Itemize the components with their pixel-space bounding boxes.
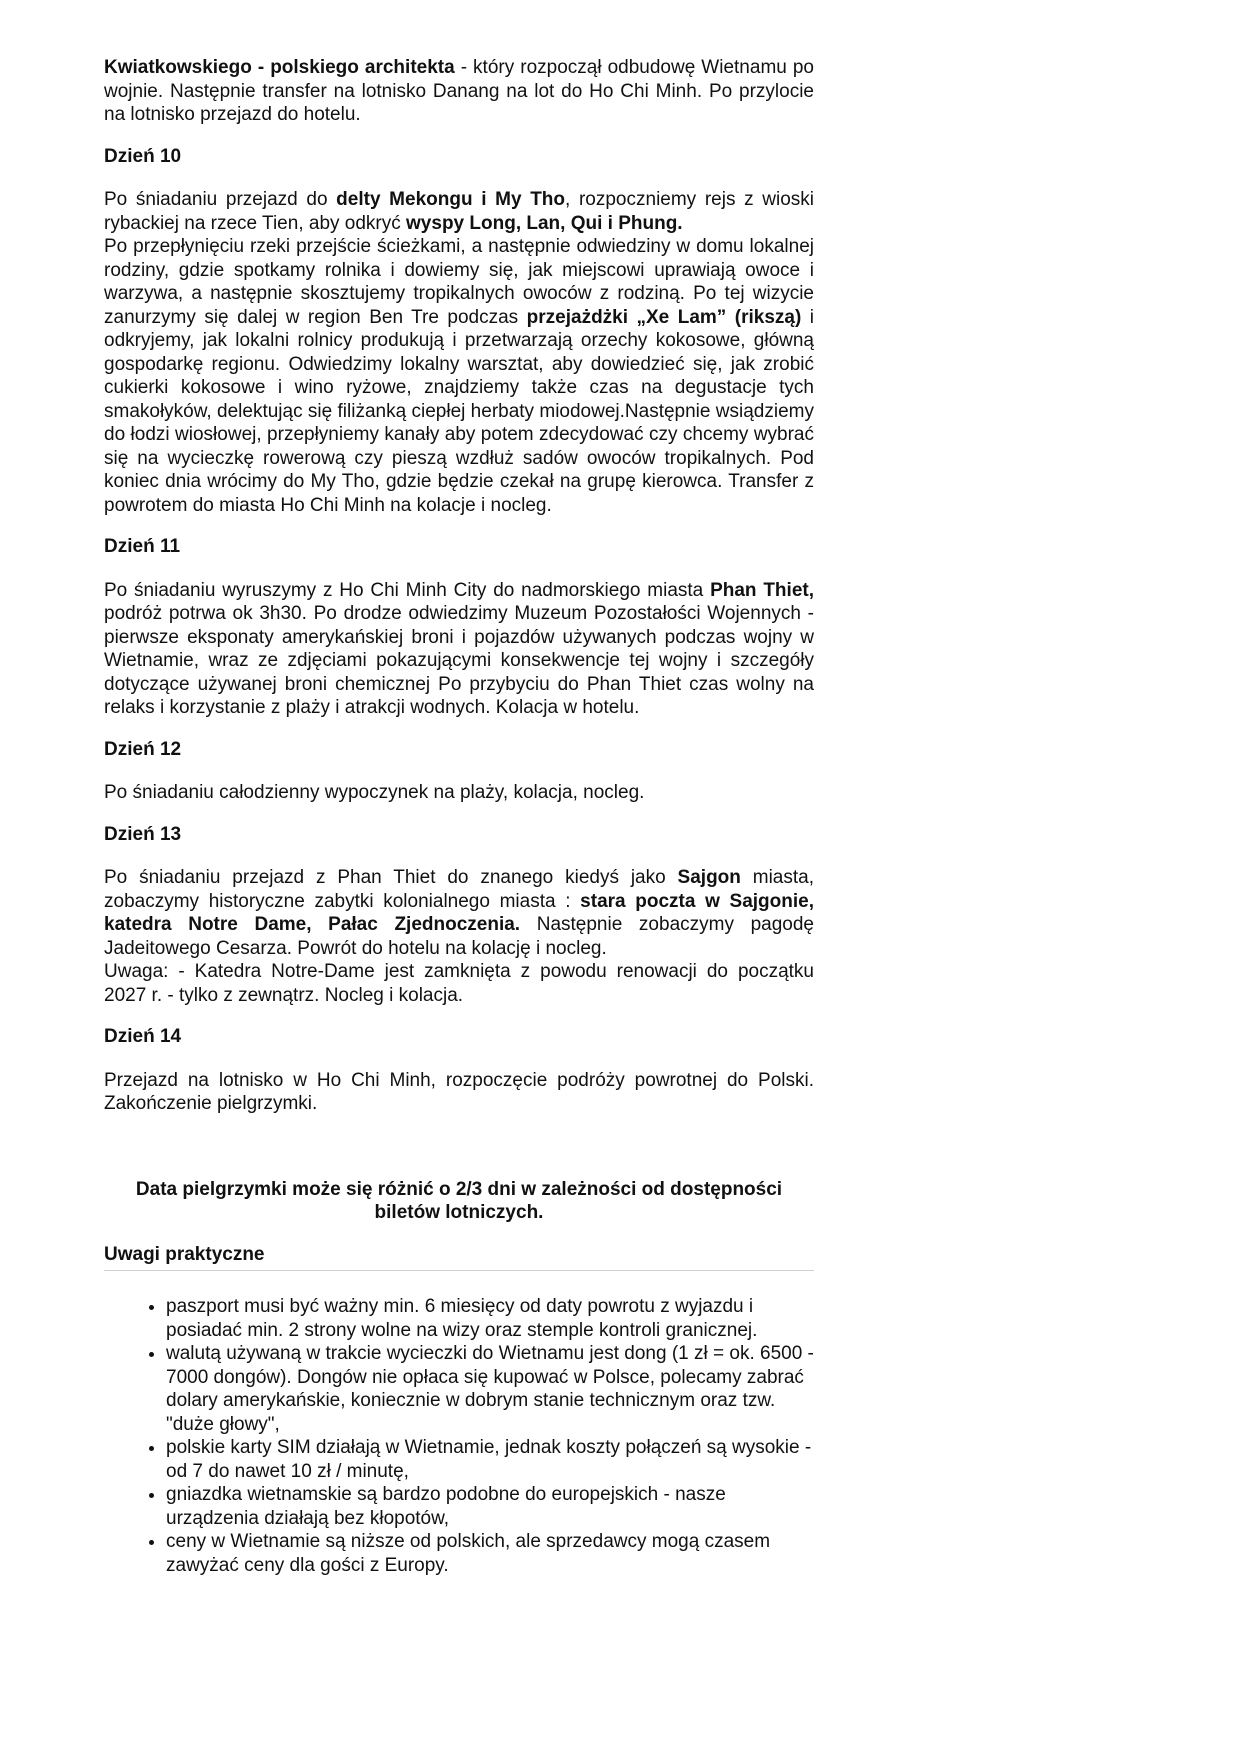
- date-notice-line-2: biletów lotniczych.: [374, 1202, 544, 1223]
- day-10-bold-2: wyspy Long, Lan, Qui i Phung.: [406, 212, 683, 234]
- date-notice-line-1: Data pielgrzymki może się różnić o 2/3 dni w zależności od dostępności: [135, 1178, 783, 1200]
- day-14-paragraph: Przejazd na lotnisko w Ho Chi Minh, rozpoczęcie podróży powrotnej do Polski. Zakończenie pielgrzymki.: [104, 1069, 814, 1114]
- day-10-paragraph: [104, 188, 814, 517]
- day-10-heading: Dzień 10: [104, 145, 182, 167]
- list-item: • polskie karty SIM działają w Wietnamie, jednak koszty połączeń są wysokie - od 7 do nawet 10 zł / minutę,: [166, 1436, 814, 1483]
- day-13-paragraph: [104, 866, 814, 1007]
- day-13-text-1: Po śniadaniu przejazd z Phan Thiet do znanego kiedyś jako: [104, 867, 678, 888]
- day-10-text-2: , rozpoczniemy rejs z wioski rybackiej na rzece Tien, aby odkryć: [104, 189, 814, 234]
- list-item: • paszport musi być ważny min. 6 miesięcy od daty powrotu z wyjazdu i posiadać min. 2 strony wolne na wizy oraz stemple kontroli granicznej.: [166, 1295, 814, 1342]
- day-13-bold-2: stara poczta w Sajgonie, katedra Notre Dame, Pałac Zjednoczenia.: [104, 890, 814, 935]
- day-11-paragraph: [104, 579, 814, 720]
- date-notice: [104, 1178, 814, 1225]
- list-item: • ceny w Wietnamie są niższe od polskich, ale sprzedawcy mogą czasem zawyżać ceny dla gości z Europy.: [166, 1530, 814, 1577]
- day-14-heading: Dzień 14: [104, 1026, 182, 1047]
- day-10-text-1: Po śniadaniu przejazd do: [104, 189, 337, 210]
- day-11-text-2: podróż potrwa ok 3h30. Po drodze odwiedzimy Muzeum Pozostałości Wojennych - pierwsze eksponaty amerykańskiej broni i pojazdów używanych podczas wojny w Wietnamie, wraz ze zdjęciami pokazującymi konsekwencje tej wojny i szczegóły dotyczące używanej broni chemicznej Po przybyciu do Phan Thiet czas wolny na relaks i korzystanie z plaży i atrakcji wodnych. Kolacja w hotelu.: [104, 603, 814, 718]
- document-page: [104, 56, 814, 1577]
- list-item: • gniazdka wietnamskie są bardzo podobne do europejskich - nasze urządzenia działają bez kłopotów,: [166, 1483, 814, 1530]
- day-12-heading: Dzień 12: [104, 738, 182, 760]
- day-13-text-3: Następnie zobaczymy pagodę Jadeitowego Cesarza. Powrót do hotelu na kolację i nocleg.: [104, 914, 814, 959]
- day-10-text-4: i odkryjemy, jak lokalni rolnicy produkują i przetwarzają orzechy kokosowe, główną gospodarkę regionu. Odwiedzimy lokalny warsztat, aby dowiedzieć się, jak zrobić cukierki kokosowe i wino ryżowe, znajdziemy także czas na degustacje tych smakołyków, delektując się filiżanką ciepłej herbaty miodowej.Następnie wsiądziemy do łodzi wiosłowej, przepłyniemy kanały aby potem zdecydować czy chcemy wybrać się na wycieczkę rowerową czy pieszą wzdłuż sadów owoców tropikalnych. Pod koniec dnia wrócimy do My Tho, gdzie będzie czekał na grupę kierowca. Transfer z powrotem do miasta Ho Chi Minh na kolacje i nocleg.: [104, 306, 814, 516]
- day-11-heading: Dzień 11: [104, 536, 181, 557]
- practical-notes-list: [104, 1295, 814, 1577]
- practical-notes-title: Uwagi praktyczne: [104, 1243, 814, 1272]
- day-13-bold-1: Sajgon: [677, 867, 741, 888]
- intro-text: - który rozpoczął odbudowę Wietnamu po wojnie. Następnie transfer na lotnisko Danang na lot do Ho Chi Minh. Po przylocie na lotnisko przejazd do hotelu.: [104, 57, 814, 125]
- day-10-text-3: Po przepłynięciu rzeki przejście ścieżkami, a następnie odwiedziny w domu lokalnej rodziny, gdzie spotkamy rolnika i dowiemy się, jak miejscowi uprawiają owoce i warzywa, a następnie skosztujemy tropikalnych owoców z rodziną. Po tej wizycie zanurzymy się dalej w region Ben Tre podczas: [104, 236, 814, 328]
- intro-bold: Kwiatkowskiego - polskiego architekta: [104, 57, 455, 78]
- day-13-heading: Dzień 13: [104, 823, 182, 845]
- day-11-bold-1: Phan Thiet,: [710, 579, 814, 601]
- day-12-paragraph: Po śniadaniu całodzienny wypoczynek na plaży, kolacja, nocleg.: [104, 782, 645, 803]
- day-13-note: Uwaga: - Katedra Notre-Dame jest zamknięta z powodu renowacji do początku 2027 r. - tylko z zewnątrz. Nocleg i kolacja.: [104, 961, 814, 1006]
- day-11-text-1: Po śniadaniu wyruszymy z Ho Chi Minh City do nadmorskiego miasta: [104, 579, 711, 601]
- list-item: • walutą używaną w trakcie wycieczki do Wietnamu jest dong (1 zł = ok. 6500 - 7000 dongów). Dongów nie opłaca się kupować w Polsce, polecamy zabrać dolary amerykańskie, koniecznie w dobrym stanie technicznym oraz tzw. "duże głowy",: [166, 1342, 814, 1436]
- day-10-bold-3: przejażdżki „Xe Lam” (rikszą): [526, 306, 802, 328]
- day-10-bold-1: delty Mekongu i My Tho: [336, 189, 566, 210]
- day-13-text-2: miasta, zobaczymy historyczne zabytki kolonialnego miasta :: [104, 867, 814, 912]
- intro-paragraph: [104, 56, 814, 127]
